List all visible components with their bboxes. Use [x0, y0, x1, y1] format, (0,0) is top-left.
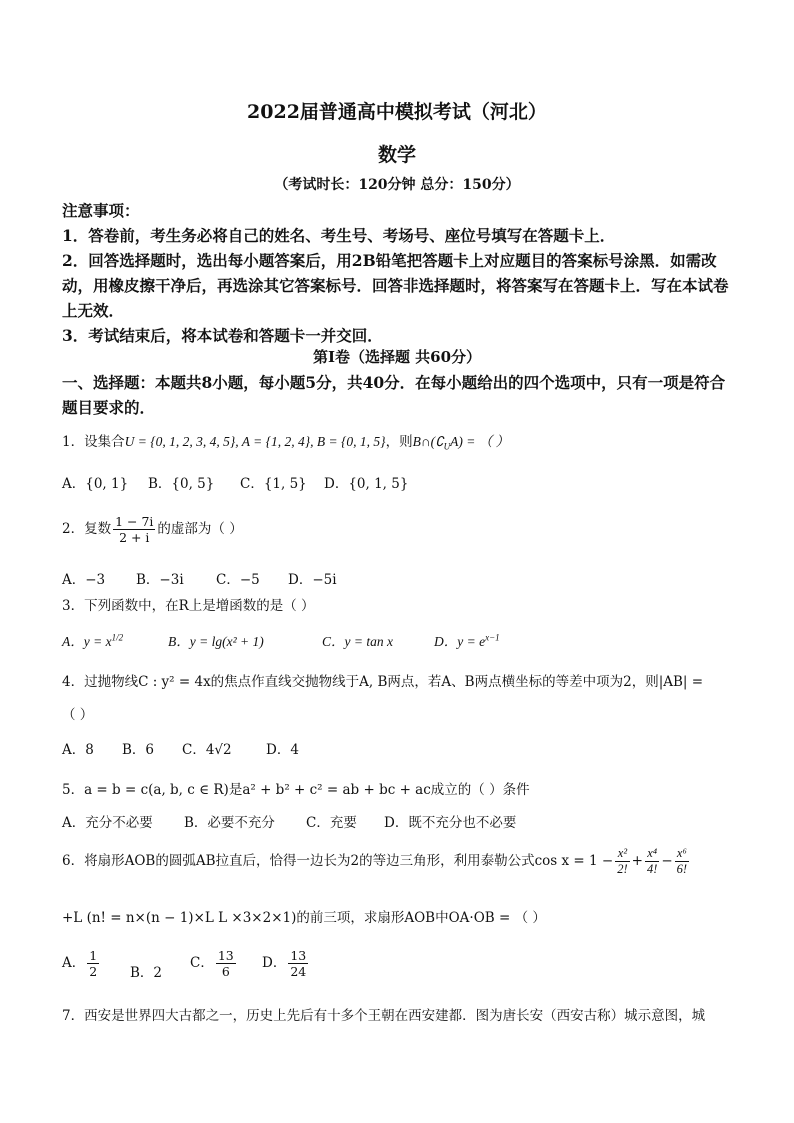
q6-lead: 6．将扇形AOB的圆弧AB拉直后，恰得一边长为2的等边三角形，利用泰勒公式cos x = 1 − [62, 853, 614, 869]
question-7: 7．西安是世界四大古都之一，历史上先后有十多个王朝在西安建都．图为唐长安（西安古称）城示意图，城 [62, 1008, 706, 1024]
notice-heading: 注意事项： [62, 201, 140, 220]
exam-meta: （考试时长：120分钟 总分：150分） [274, 177, 520, 193]
question-6 [62, 846, 734, 877]
q1-lead: 1．设集合 [62, 434, 125, 450]
q6-term-3-den: 6! [676, 862, 688, 876]
question-6-line-2: +L (n! = n×(n − 1)×L L ×3×2×1)的前三项，求扇形AOB中OA·OB = （ ） [62, 910, 546, 926]
q3-option-d-exp: x−1 [485, 632, 500, 643]
q4-option-b: B．6 [122, 742, 155, 758]
q4-option-a: A．8 [62, 742, 94, 758]
q6-option-a-den: 2 [89, 964, 98, 979]
q2-numerator: 1 − 7i [115, 514, 154, 529]
q6-term-3-num: x⁶ [675, 846, 689, 862]
q6-option-c-num: 13 [217, 948, 234, 963]
q1-option-d: D．{0, 1, 5} [324, 476, 409, 492]
question-1 [62, 430, 509, 452]
q2-option-a: A．−3 [62, 572, 106, 588]
q4-option-c: C．4√2 [182, 742, 232, 758]
subject-heading: 数学 [377, 144, 416, 166]
q3-option-a-text: A．y = x [62, 634, 112, 649]
q1-expr-tail: A) = （ ） [450, 434, 510, 449]
q2-option-b: B．−3i [136, 572, 184, 588]
notice-item-2: 2．回答选择题时，选出每小题答案后，用2B铅笔把答题卡上对应题目的答案标号涂黑．如需改动，用橡皮擦干净后，再选涂其它答案标号．回答非选择题时，将答案写在答题卡上．写在本试卷上无效． [62, 251, 729, 320]
q6-option-d-num: 13 [290, 948, 307, 963]
q6-option-c-label: C． [190, 955, 214, 971]
q6-option-d [262, 948, 310, 979]
notice-item-1: 1．答卷前，考生务必将自己的姓名、考生号、考场号、座位号填写在答题卡上． [62, 226, 616, 245]
q6-option-d-den: 24 [290, 964, 307, 979]
q2-tail: 的虚部为（ ） [157, 521, 243, 537]
question-2 [62, 514, 243, 545]
q6-option-c-den: 6 [221, 964, 230, 979]
q6-option-a-num: 1 [89, 948, 98, 963]
exam-title: 2022届普通高中模拟考试（河北） [247, 101, 547, 123]
section-intro: 一、选择题：本题共8小题，每小题5分，共40分．在每小题给出的四个选项中，只有一项是符合题目要求的． [62, 373, 726, 417]
q6-option-c [190, 948, 238, 979]
q2-fraction [113, 514, 155, 545]
q3-option-d-text: D．y = e [434, 634, 486, 649]
q5-option-d: D．既不充分也不必要 [384, 815, 517, 831]
q1-mid: ，则 [385, 434, 413, 450]
q5-option-a: A．充分不必要 [62, 815, 153, 831]
q6-option-c-frac [216, 948, 236, 979]
q6-term-1 [615, 846, 629, 877]
q3-option-d [434, 630, 500, 650]
q6-option-b: B．2 [130, 965, 163, 981]
q1-expr-sub: U [443, 441, 451, 452]
notice-block [62, 198, 734, 348]
q2-lead: 2．复数 [62, 521, 112, 537]
q3-option-a [62, 630, 123, 650]
q1-option-a: A．{0, 1} [62, 476, 129, 492]
q1-sets: U = {0, 1, 2, 3, 4, 5}, A = {1, 2, 4}, B = {0, 1, 5} [124, 434, 386, 449]
q2-option-d: D．−5i [288, 572, 337, 588]
q5-option-b: B．必要不充分 [184, 815, 275, 831]
question-4-blank: （ ） [62, 707, 94, 723]
q1-option-b: B．{0, 5} [148, 476, 215, 492]
question-4: 4．过抛物线C : y² = 4x的焦点作直线交抛物线于A, B两点，若A、B两点横坐标的等差中项为2，则|AB| = [62, 674, 704, 690]
q6-term-1-den: 2! [617, 862, 628, 876]
q6-option-d-frac [288, 948, 308, 979]
question-5: 5．a = b = c(a, b, c ∈ R)是a² + b² + c² = ab + bc + ac成立的（ ）条件 [62, 782, 530, 798]
question-3: 3．下列函数中，在R上是增函数的是（ ） [62, 598, 315, 614]
q6-minus: − [661, 853, 673, 869]
q2-denominator: 2 + i [119, 530, 150, 545]
q6-term-2-num: x⁴ [645, 846, 659, 862]
q6-option-a-label: A． [62, 955, 86, 971]
q4-option-d: D．4 [266, 742, 299, 758]
q6-term-2-den: 4! [646, 862, 658, 876]
q6-option-a-frac [87, 948, 99, 979]
q2-option-c: C．−5 [216, 572, 260, 588]
q5-option-c: C．充要 [306, 815, 357, 831]
q6-option-d-label: D． [262, 955, 287, 971]
q6-term-1-num: x² [615, 846, 629, 862]
q3-option-a-exp: 1/2 [111, 632, 124, 643]
notice-item-3: 3．考试结束后，将本试卷和答题卡一并交回． [62, 326, 383, 345]
q3-option-c: C．y = tan x [322, 634, 393, 649]
section-heading: 第Ⅰ卷（选择题 共60分） [312, 348, 482, 366]
q6-term-3 [675, 846, 689, 877]
q3-option-b: B．y = lg(x² + 1) [168, 634, 264, 649]
q1-expr: B∩(∁ [412, 434, 444, 449]
q1-option-c: C．{1, 5} [240, 476, 307, 492]
q6-term-2 [645, 846, 659, 877]
q6-plus: + [631, 853, 643, 869]
q6-option-a [62, 948, 101, 979]
